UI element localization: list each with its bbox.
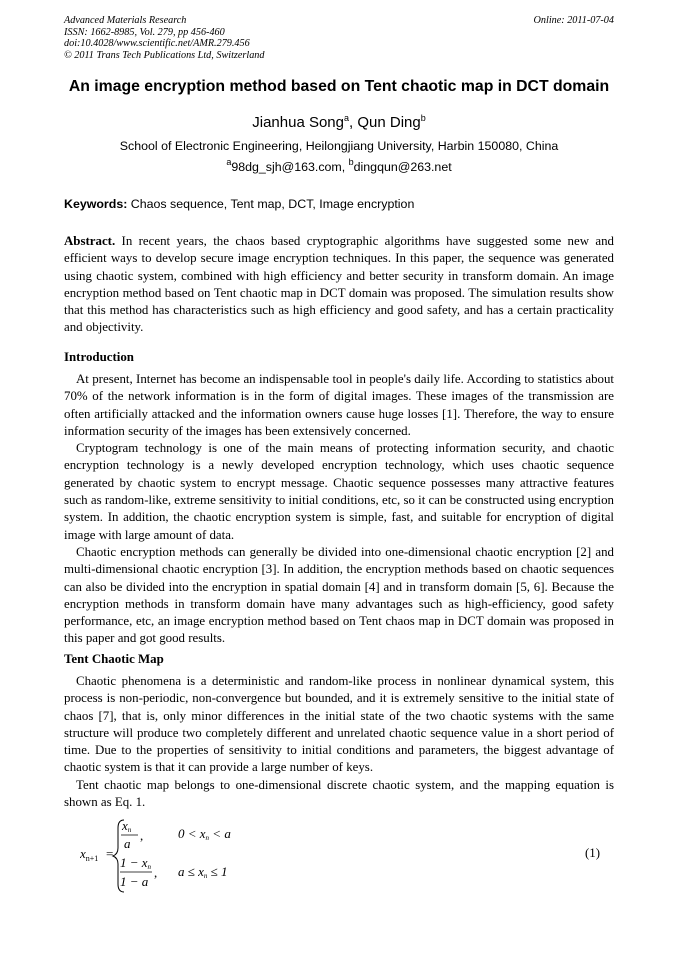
email-1-sup: a bbox=[226, 157, 232, 167]
case-1-condition: 0 < xn < a bbox=[178, 826, 231, 842]
case-1-denominator: a bbox=[124, 836, 131, 851]
case-2-numerator: 1 − xn bbox=[120, 855, 152, 871]
author-2: Qun Ding bbox=[357, 114, 421, 131]
journal-copyright: © 2011 Trans Tech Publications Ltd, Switzerland bbox=[64, 49, 265, 61]
case-1-comma: , bbox=[140, 828, 144, 843]
journal-header bbox=[64, 15, 264, 61]
author-1-sup: a bbox=[344, 113, 350, 123]
equation-number: (1) bbox=[585, 846, 601, 860]
tent-map-equation bbox=[80, 816, 620, 896]
author-1: Jianhua Song bbox=[252, 114, 344, 131]
tent-map-body bbox=[64, 673, 614, 811]
journal-doi: doi:10.4028/www.scientific.net/AMR.279.456 bbox=[64, 38, 250, 50]
paper-title: An image encryption method based on Tent chaotic map in DCT domain bbox=[68, 78, 610, 95]
case-1-numerator: xn bbox=[122, 818, 132, 834]
online-date: Online: 2011-07-04 bbox=[533, 15, 614, 26]
equation-lhs: $x_{n+1}$ bbox=[80, 846, 99, 863]
email-2: dingqun@263.net bbox=[353, 160, 452, 174]
email-line bbox=[0, 157, 678, 174]
email-1: 98dg_sjh@163.com, bbox=[231, 160, 349, 174]
paragraph: Tent chaotic map belongs to one-dimensional discrete chaotic system, and the mapping equation is shown as Eq. 1. bbox=[64, 777, 614, 810]
keywords-text: Chaos sequence, Tent map, DCT, Image encryption bbox=[127, 197, 415, 211]
abstract-text: In recent years, the chaos based cryptographic algorithms have suggested some new and efficient ways to develop secure image encryption techniques. In this paper, the sequence was generated using chaotic system, combined with high efficiency and better security in transform domain. An image encryption method based on Tent chaotic map in DCT domain was proposed. The simulation results show that this method has characteristics such as high efficiency and good safety, and has a certain practicality and objectivity. bbox=[64, 234, 614, 335]
journal-name: Advanced Materials Research bbox=[64, 15, 187, 26]
equation-equals: = bbox=[106, 846, 114, 861]
affiliation: School of Electronic Engineering, Heilongjiang University, Harbin 150080, China bbox=[119, 139, 559, 153]
case-2-condition: a ≤ xn ≤ 1 bbox=[178, 864, 228, 880]
paragraph: Chaotic phenomena is a deterministic and random-like process in nonlinear dynamical system, this process is non-periodic, non-convergence but bounded, and it is extremely sensitive to the initial state of chaos [7], that is, only minor differences in the initial state of the two chaotic systems with the same structure will produce two completely different and unrelated chaotic sequence value in a short period of time. Due to the properties of sensitivity to initial conditions and parameters, the biggest advantage of chaotic system is that it can provide a large number of keys. bbox=[64, 674, 614, 775]
author-line bbox=[0, 114, 678, 131]
keywords bbox=[64, 197, 614, 211]
paragraph: At present, Internet has become an indispensable tool in people's daily life. According to statistics about 70% of the network information is in the form of digital images. These images of the transmission are often artificially attacked and the information owners cause huge losses [1]. Therefore, the way to ensure information security of the images has been extensively concerned. bbox=[64, 372, 614, 438]
author-separator: , bbox=[349, 114, 358, 131]
abstract bbox=[64, 233, 614, 337]
case-2-comma: , bbox=[154, 865, 158, 880]
case-2-denominator: 1 − a bbox=[120, 874, 149, 889]
journal-issn: ISSN: 1662-8985, Vol. 279, pp 456-460 bbox=[64, 26, 225, 38]
email-2-sup: b bbox=[348, 157, 354, 167]
introduction-body bbox=[64, 371, 614, 648]
paragraph: Chaotic encryption methods can generally be divided into one-dimensional chaotic encryption [2] and multi-dimensional chaotic encryption [3]. In addition, the encryption methods based on chaotic sequences can also be divided into the encryption in spatial domain [4] and in transform domain [5, 6]. Because the encryption methods in transform domain have many advantages such as high-efficiency, good safety performance, etc, an image encryption method based on Tent chaos map in DCT domain was proposed in this paper and got good results. bbox=[64, 544, 614, 646]
author-2-sup: b bbox=[420, 113, 426, 123]
keywords-label: Keywords: bbox=[64, 197, 128, 211]
paragraph: Cryptogram technology is one of the main means of protecting information security, and chaotic encryption technology is a newly developed encryption technology, which uses chaotic sequence generated by chaotic system to encrypt message. Chaotic sequence possesses many attractive features such as random-like, extreme sensitivity to initial conditions, etc, so it can be constructed using encryption system. In addition, the chaotic encryption system is simple, fast, and suitable for encryption of digital image with large amount of data. bbox=[64, 441, 614, 542]
section-heading-tent-chaotic-map: Tent Chaotic Map bbox=[64, 652, 164, 666]
section-heading-introduction: Introduction bbox=[64, 350, 134, 364]
abstract-label: Abstract. bbox=[64, 234, 116, 248]
